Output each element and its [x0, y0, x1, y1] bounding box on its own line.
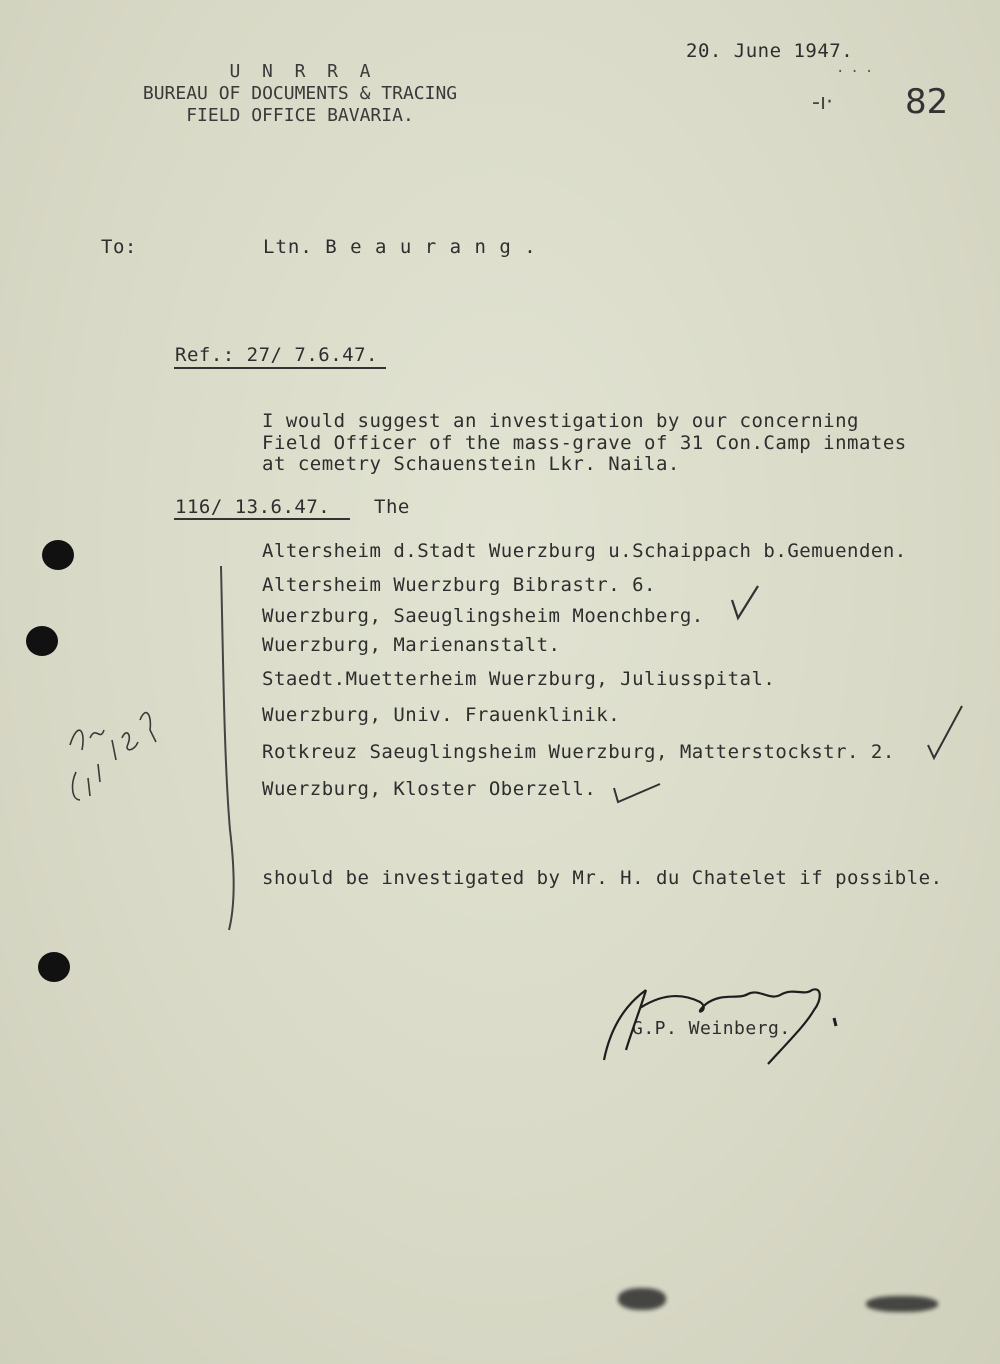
check-mark [614, 784, 660, 802]
closing-sentence: should be investigated by Mr. H. du Chatelet if possible. [262, 867, 943, 889]
check-mark [732, 586, 758, 618]
institution-item: Altersheim Wuerzburg Bibrastr. 6. [262, 574, 656, 596]
letter-date: 20. June 1947. [686, 40, 854, 62]
paragraph-line-1: I would suggest an investigation by our concerning [262, 410, 859, 432]
institution-item: Wuerzburg, Kloster Oberzell. [262, 778, 597, 800]
signatory-name: G.P. Weinberg. [632, 1018, 791, 1039]
dotted-mark: ... [836, 60, 880, 76]
field-office: FIELD OFFICE BAVARIA. [186, 105, 414, 126]
margin-note-icon [73, 764, 100, 800]
institution-item: Wuerzburg, Marienanstalt. [262, 634, 561, 656]
reference-1: Ref.: 27/ 7.6.47. [175, 344, 378, 366]
to-label: To: [101, 236, 137, 258]
list-intro: The [374, 496, 410, 518]
recipient: Ltn. B e a u r a n g . [263, 236, 537, 258]
folio-dash: -ı· [812, 90, 834, 115]
check-mark [928, 706, 962, 758]
paragraph-line-3: at cemetry Schauenstein Lkr. Naila. [262, 453, 680, 475]
margin-note-icon [70, 713, 156, 760]
reference-2: 116/ 13.6.47. [175, 496, 331, 518]
bureau-name: BUREAU OF DOCUMENTS & TRACING [142, 83, 458, 104]
institution-item: Wuerzburg, Saeuglingsheim Moenchberg. [262, 605, 704, 627]
institution-item: Wuerzburg, Univ. Frauenklinik. [262, 704, 621, 726]
org-acronym: U N R R A [229, 61, 371, 82]
signature-scrawl [604, 989, 820, 1064]
institution-item: Rotkreuz Saeuglingsheim Wuerzburg, Matterstockstr. 2. [262, 741, 895, 763]
page-number: 82 [905, 82, 949, 122]
institution-item: Staedt.Muetterheim Wuerzburg, Juliusspital. [262, 668, 776, 690]
paragraph-line-2: Field Officer of the mass-grave of 31 Con.Camp inmates [262, 432, 907, 454]
margin-bracket-line [221, 566, 234, 930]
signature-dot [834, 1018, 836, 1026]
institution-item: Altersheim d.Stadt Wuerzburg u.Schaippach b.Gemuenden. [262, 540, 907, 562]
